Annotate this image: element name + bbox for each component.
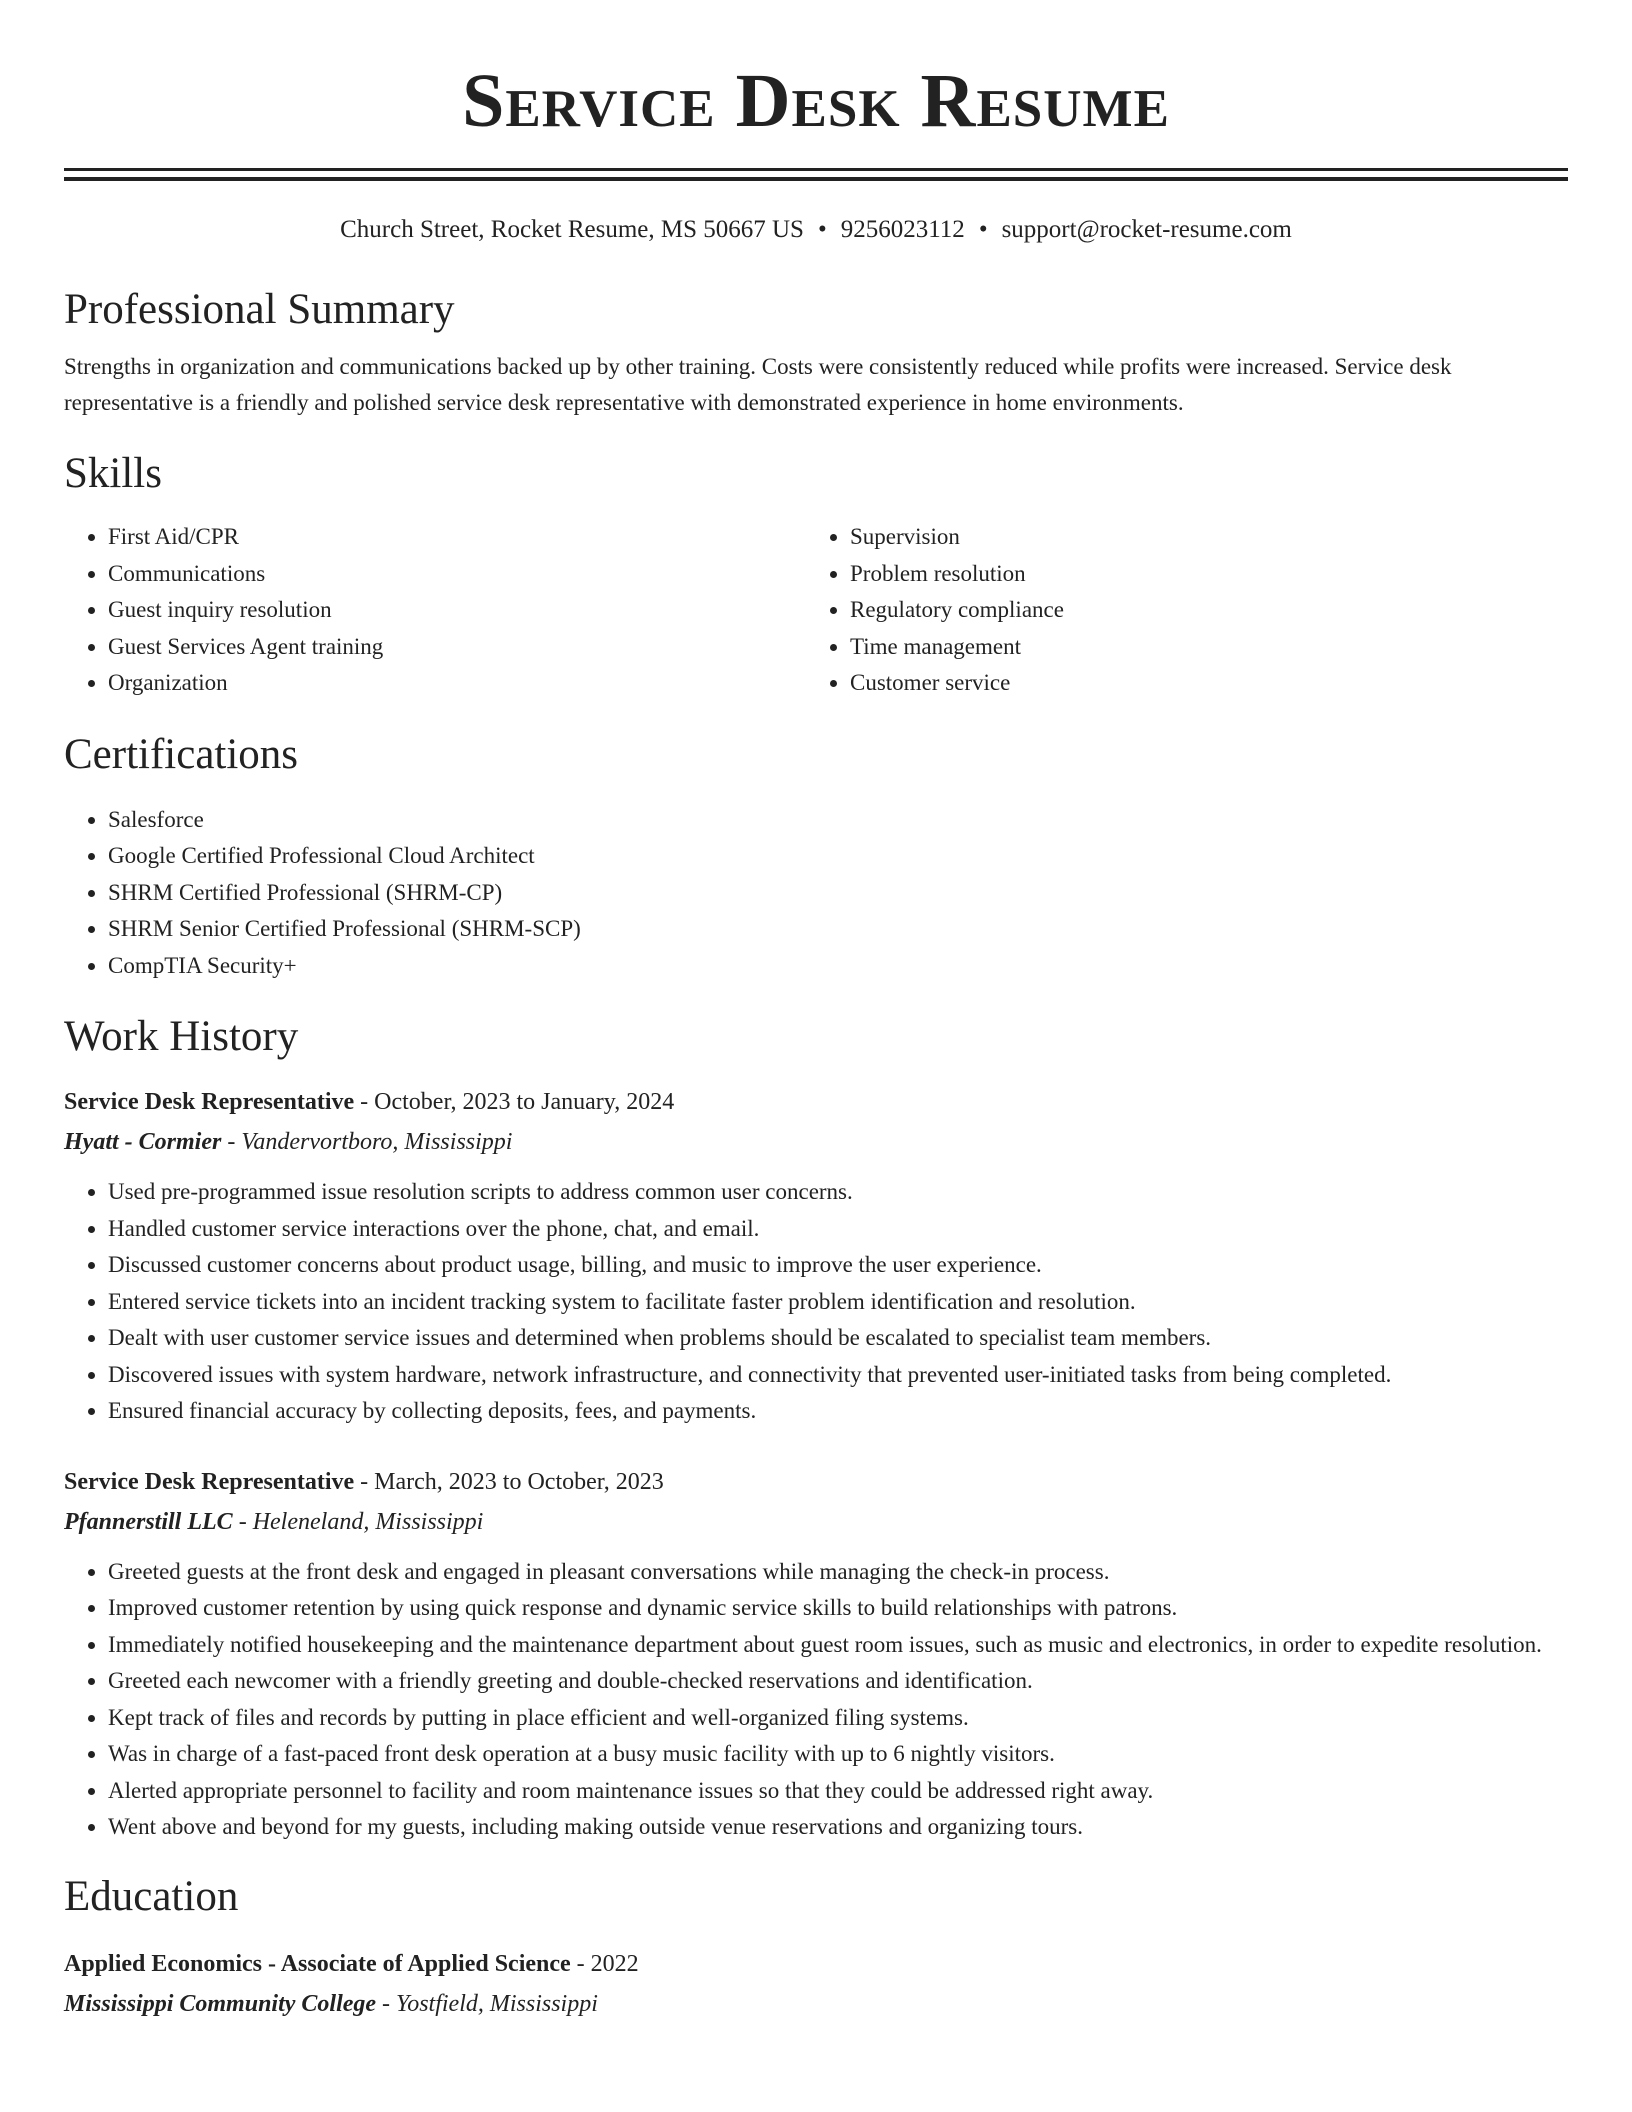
job-bullet: • Immediately notified housekeeping and the maintenance department about guest room issues, such as music and electronics, in order to expedite resolution. (108, 1627, 1568, 1664)
job-bullet: • Discussed customer concerns about product usage, billing, and music to improve the user experience. (108, 1247, 1568, 1284)
job-company: Pfannerstill LLC (64, 1508, 233, 1535)
skills-heading: Skills (64, 450, 162, 497)
education-dash: - (376, 1990, 397, 2017)
job-title-line (64, 1082, 1568, 1122)
job-bullets (64, 1554, 1568, 1846)
certifications-list (64, 802, 1568, 985)
job-bullet: • Greeted guests at the front desk and engaged in pleasant conversations while managing the check-in process. (108, 1554, 1568, 1591)
job-entry (64, 1082, 1568, 1430)
job-bullet: • Greeted each newcomer with a friendly greeting and double-checked reservations and identification. (108, 1663, 1568, 1700)
contact-phone: 9256023112 (840, 216, 965, 243)
education-degree-line (64, 1944, 1568, 1984)
job-bullet: • Dealt with user customer service issues and determined when problems should be escalated to specialist team members. (108, 1320, 1568, 1357)
certification-item: • Google Certified Professional Cloud Architect (108, 838, 1568, 875)
education-dash: - (570, 1950, 591, 1977)
job-bullet: • Alerted appropriate personnel to facility and room maintenance issues so that they could be addressed right away. (108, 1773, 1568, 1810)
title-divider (64, 168, 1568, 181)
certifications-heading: Certifications (64, 730, 299, 778)
certification-item: • SHRM Certified Professional (SHRM-CP) (108, 875, 1568, 912)
job-dash: - (354, 1468, 375, 1495)
job-dates: October, 2023 to January, 2024 (374, 1089, 675, 1115)
summary-heading: Professional Summary (64, 286, 455, 333)
job-bullet: • Ensured financial accuracy by collecting deposits, fees, and payments. (108, 1393, 1568, 1430)
contact-separator: • (817, 216, 827, 243)
education-location: Yostfield, Mississippi (396, 1990, 598, 2017)
skills-list-right (806, 519, 1548, 702)
job-bullet: • Was in charge of a fast-paced front desk operation at a busy music facility with up to 6 nightly visitors. (108, 1736, 1568, 1773)
job-location: Heleneland, Mississippi (252, 1508, 484, 1535)
contact-address: Church Street, Rocket Resume, MS 50667 US (340, 216, 804, 243)
skill-item: • Supervision (850, 519, 1548, 556)
skill-item: • Problem resolution (850, 556, 1548, 593)
job-bullet: • Entered service tickets into an incident tracking system to facilitate faster problem identification and resolution. (108, 1284, 1568, 1321)
job-dash: - (232, 1508, 253, 1535)
job-bullets (64, 1174, 1568, 1430)
job-bullet: • Kept track of files and records by putting in place efficient and well-organized filing systems. (108, 1700, 1568, 1737)
job-bullet: • Went above and beyond for my guests, including making outside venue reservations and organizing tours. (108, 1809, 1568, 1846)
education-year: 2022 (590, 1950, 639, 1977)
job-dash: - (221, 1129, 242, 1155)
skill-item: • Time management (850, 629, 1548, 666)
certification-item: • CompTIA Security+ (108, 948, 1568, 985)
skill-item: • Organization (108, 665, 806, 702)
job-dash: - (354, 1089, 375, 1115)
job-dates: March, 2023 to October, 2023 (374, 1468, 664, 1495)
education-heading: Education (64, 1872, 239, 1920)
job-title-line (64, 1462, 1568, 1502)
skills-right-column (806, 519, 1548, 702)
work-history-heading: Work History (64, 1013, 299, 1060)
job-title: Service Desk Representative (64, 1468, 355, 1495)
skill-item: • Customer service (850, 665, 1548, 702)
skill-item: • First Aid/CPR (108, 519, 806, 556)
job-bullet: • Used pre-programmed issue resolution scripts to address common user concerns. (108, 1174, 1568, 1211)
job-company: Hyatt - Cormier (64, 1129, 222, 1155)
job-bullet: • Improved customer retention by using quick response and dynamic service skills to build relationships with patrons. (108, 1590, 1568, 1627)
skill-item: • Guest inquiry resolution (108, 592, 806, 629)
job-bullet: • Discovered issues with system hardware, network infrastructure, and connectivity that prevented user-initiated tasks from being completed. (108, 1357, 1568, 1394)
skill-item: • Communications (108, 556, 806, 593)
summary-text: Strengths in organization and communications backed up by other training. Costs were consistently reduced while profits were increased. Service desk representative is a friendly and polished service desk representative with demonstrated experience in home environments. (64, 354, 1452, 415)
job-bullet: • Handled customer service interactions over the phone, chat, and email. (108, 1211, 1568, 1248)
skill-item: • Guest Services Agent training (108, 629, 806, 666)
certification-item: • Salesforce (108, 802, 1568, 839)
job-title: Service Desk Representative (64, 1089, 355, 1115)
contact-email: support@rocket-resume.com (1001, 216, 1292, 243)
job-location: Vandervortboro, Mississippi (241, 1129, 513, 1155)
contact-line (64, 215, 1568, 245)
education-school: Mississippi Community College (64, 1990, 377, 2017)
job-entry (64, 1462, 1568, 1846)
skills-list-left (64, 519, 806, 702)
certification-item: • SHRM Senior Certified Professional (SHRM-SCP) (108, 911, 1568, 948)
skills-left-column (64, 519, 806, 702)
education-degree: Applied Economics - Associate of Applied Science (64, 1950, 571, 1977)
contact-separator: • (978, 216, 988, 243)
resume-title: Service Desk Resume (462, 59, 1170, 143)
skills-columns (64, 519, 1568, 702)
job-company-line (64, 1502, 1568, 1542)
job-company-line (64, 1122, 1568, 1162)
skill-item: • Regulatory compliance (850, 592, 1548, 629)
education-school-line (64, 1984, 1568, 2024)
